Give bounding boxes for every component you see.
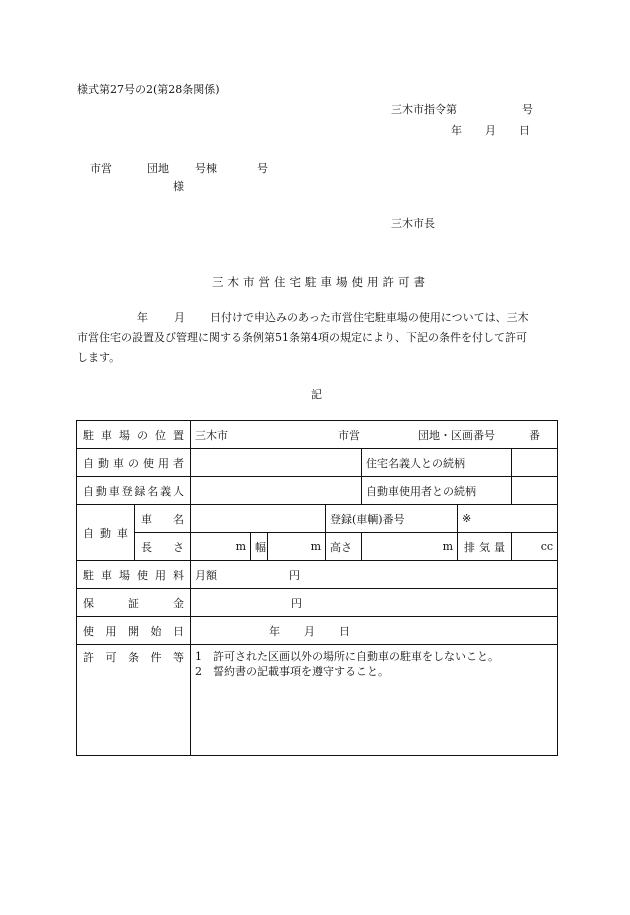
start-date-label: 使用開始日 (77, 617, 191, 645)
directive-suffix: 号 (522, 103, 533, 116)
location-block: 団地・区画番号 (418, 428, 495, 442)
body-line3: します。 (77, 351, 121, 364)
location-ban: 番 (529, 428, 540, 442)
car-height-label: 高さ (326, 533, 362, 561)
ki-heading: 記 (311, 388, 322, 401)
addressee-city-estate: 市営 (90, 162, 112, 175)
start-date-year: 年 (269, 624, 280, 638)
car-height-unit: m (362, 533, 458, 561)
start-date-month: 月 (304, 624, 315, 638)
car-displacement-unit: cc (512, 533, 558, 561)
vehicle-user-relation-label: 住宅名義人との続柄 (362, 449, 512, 477)
row-fee (77, 561, 558, 589)
body-month: 月 (174, 311, 185, 324)
location-label: 駐車場の位置 (77, 421, 191, 449)
deposit-yen: 円 (291, 596, 302, 610)
vehicle-user-label: 自動車の使用者 (77, 449, 191, 477)
fee-value (191, 561, 558, 589)
condition-item-1: 1 許可された区画以外の場所に自動車の駐車をしないこと。 (195, 650, 499, 663)
fee-label: 駐車場使用料 (77, 561, 191, 589)
car-name-value (191, 505, 326, 533)
registered-owner-label: 自動車登録名義人 (77, 477, 191, 505)
body-year: 年 (137, 311, 148, 324)
addressee-building: 号棟 (195, 162, 217, 175)
deposit-value (191, 589, 558, 617)
car-reg-value (458, 505, 558, 533)
conditions-label: 許可条件等 (77, 645, 191, 756)
row-car-dimensions (77, 533, 558, 561)
car-name-label: 車名 (135, 505, 191, 533)
addressee-room: 号 (257, 162, 268, 175)
form-number: 様式第27号の2(第28条関係) (77, 83, 220, 96)
vehicle-user-value (191, 449, 362, 477)
car-group-label: 自動車 (77, 505, 135, 561)
header-month: 月 (485, 124, 496, 137)
conditions-value (191, 645, 558, 756)
fee-monthly: 月額 (195, 568, 217, 582)
fee-yen: 円 (289, 568, 300, 582)
location-city: 三木市 (195, 428, 228, 442)
car-length-unit: m (191, 533, 251, 561)
deposit-label: 保証金 (77, 589, 191, 617)
directive-label: 三木市指令第 (391, 103, 457, 116)
row-vehicle-user (77, 449, 558, 477)
location-value (191, 421, 558, 449)
permit-table (76, 420, 558, 756)
start-date-value (191, 617, 558, 645)
registered-owner-relation-label: 自動車使用者との続柄 (362, 477, 512, 505)
row-location (77, 421, 558, 449)
row-start-date (77, 617, 558, 645)
registered-owner-value (191, 477, 362, 505)
registered-owner-relation-value (512, 477, 558, 505)
car-reg-mark: ※ (462, 512, 472, 525)
car-length-label: 長さ (135, 533, 191, 561)
car-width-label: 幅 (251, 533, 268, 561)
body-line2: 市営住宅の設置及び管理に関する条例第51条第4項の規定により、下記の条件を付して許可 (77, 331, 527, 344)
vehicle-user-relation-value (512, 449, 558, 477)
car-reg-label: 登録(車輌)番号 (326, 505, 458, 533)
car-width-unit: m (268, 533, 326, 561)
condition-item-2: 2 誓約書の記載事項を遵守すること。 (195, 665, 389, 678)
addressee-sama: 様 (173, 180, 184, 193)
header-year: 年 (451, 124, 462, 137)
car-displacement-label: 排気量 (458, 533, 512, 561)
location-estate: 市営 (338, 428, 360, 442)
row-conditions (77, 645, 558, 756)
document-title: 三木市営住宅駐車場使用許可書 (212, 275, 429, 289)
issuer: 三木市長 (391, 217, 435, 230)
row-car-name (77, 505, 558, 533)
row-deposit (77, 589, 558, 617)
body-line1: 日付けで申込みのあった市営住宅駐車場の使用については、三木 (210, 311, 529, 324)
start-date-day: 日 (339, 624, 350, 638)
header-day: 日 (519, 124, 530, 137)
row-registered-owner (77, 477, 558, 505)
addressee-danchi: 団地 (147, 162, 169, 175)
